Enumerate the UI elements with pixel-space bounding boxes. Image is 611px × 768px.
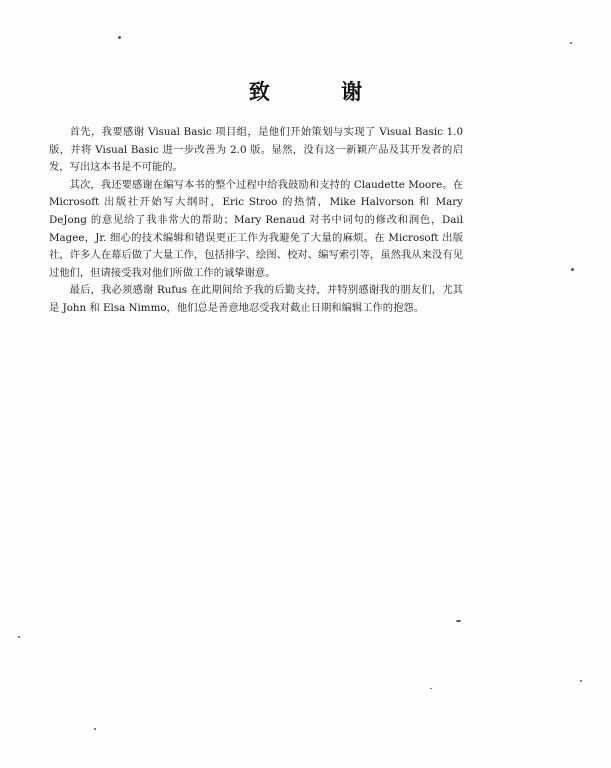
- scan-speck: [571, 268, 574, 271]
- scan-speck: [456, 620, 461, 622]
- scan-speck: [580, 680, 582, 682]
- acknowledgements-body: [49, 124, 463, 318]
- scan-speck: [18, 636, 20, 638]
- page-title: 致 谢: [248, 80, 395, 104]
- scan-speck: [570, 42, 572, 44]
- scan-speck: [430, 688, 432, 689]
- paragraph-3: 最后，我必须感谢 Rufus 在此期间给予我的后勤支持，并特别感谢我的朋友们，尤其是 John 和 Elsa Nimmo，他们总是善意地忍受我对截止日期和编辑工作的抱怨。: [49, 284, 463, 314]
- scan-speck: [94, 728, 96, 730]
- scan-speck: [118, 36, 121, 39]
- paragraph-2: 其次，我还要感谢在编写本书的整个过程中给我鼓励和支持的 Claudette Moore。在 Microsoft 出版社开始写大纲时，Eric Stroo 的热情，Mike Halvorson 和 Mary DeJong 的意见给了我非常大的帮助；Mary Renaud 对书中词句的修改和润色，Dail Magee，Jr. 细心的技术编辑和错误更正工作为我避免了大量的麻烦。在 Microsoft 出版社，许多人在幕后做了大量工作，包括排字、绘图、校对、编写索引等，虽然我从来没有见过他们，但请接受我对他们所做工作的诚挚谢意。: [49, 178, 463, 279]
- paragraph-1: 首先，我要感谢 Visual Basic 项目组，是他们开始策划与实现了 Visual Basic 1.0 版，并将 Visual Basic 进一步改善为 2.0 版。显然，没有这一新颖产品及其开发者的启发，写出这本书是不可能的。: [49, 126, 463, 174]
